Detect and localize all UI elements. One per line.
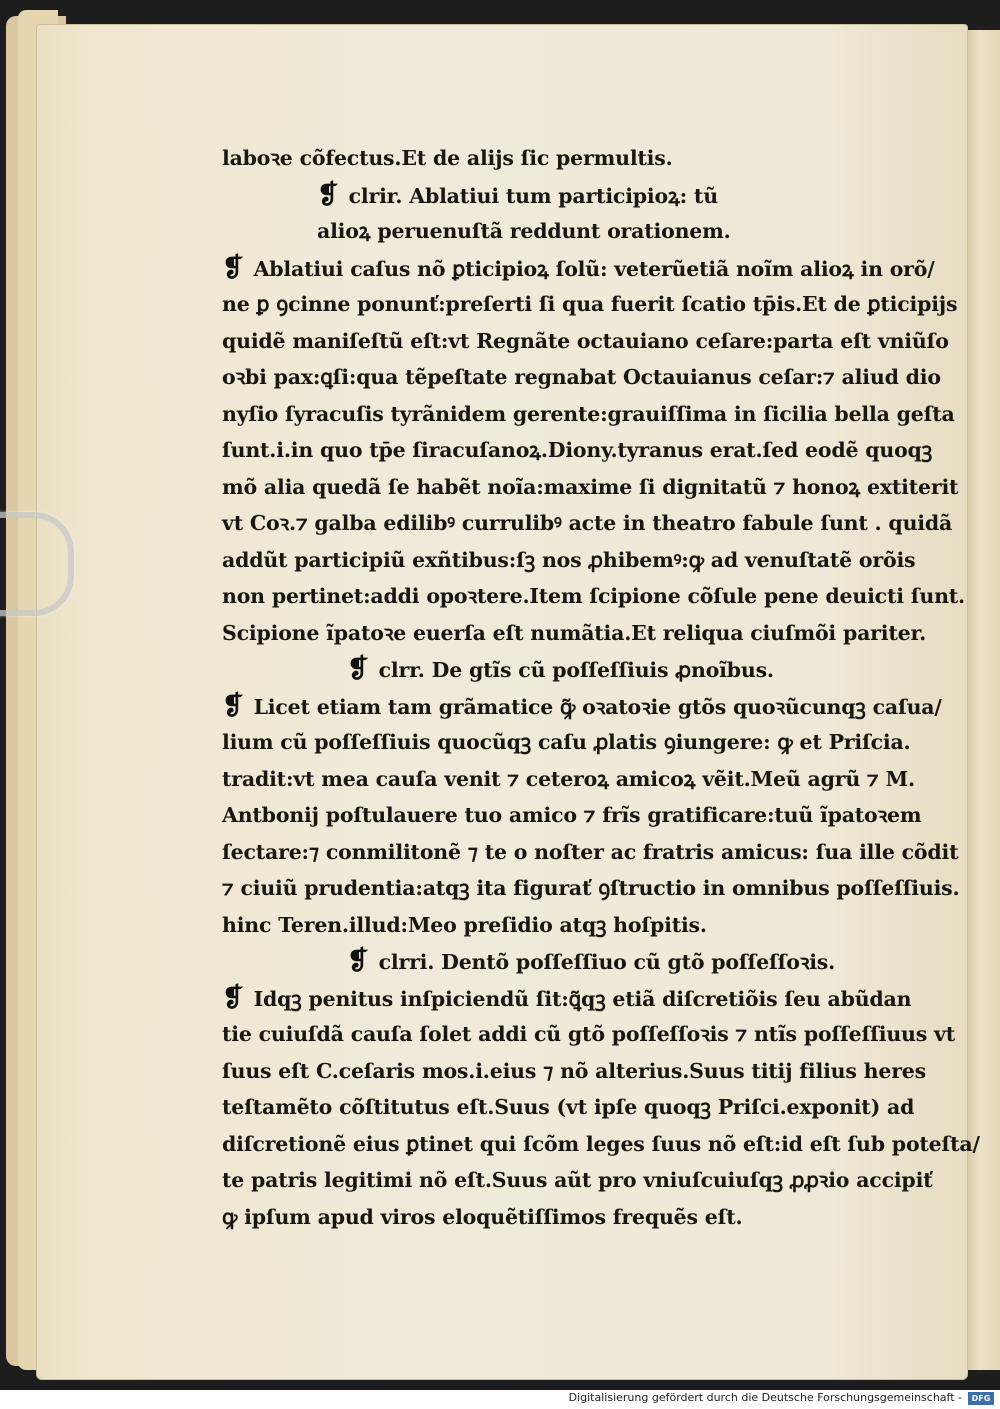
text-line [222,1053,926,1090]
text-line [222,1016,956,1053]
line-text: oꝛbi pax:ꝗſi:qua tẽpeſtate regnabat Octauianus ceſar:⁊ aliud dio [222,365,941,389]
paragraph-mark-icon: ❡ [317,179,339,210]
chapter-heading [222,651,872,688]
funding-notice: Digitalisierung gefördert durch die Deutsche Forschungsgemeinschaft - [568,1391,962,1404]
footer [0,1390,1000,1409]
line-text: clrir. Ablatiui tum participioꝝ: tũ [348,183,718,208]
text-line [222,834,959,871]
line-text: Idqꝫ penitus inſpiciendũ ſit:ꝗ̃qꝫ etiã diſcretiõis ſeu abũdan [253,986,912,1011]
line-text: clrri. Dentõ poſſeſſiuo cũ gtõ poſſeſſoꝛis. [378,950,836,974]
text-line [222,505,953,542]
line-text: non pertinet:addi opoꝛtere.Item ſcipione cõſule pene deuicti ſunt. [222,584,965,608]
line-text: Antbonij poſtulauere tuo amico ⁊ frĩs gratificare:tuũ ĩpatoꝛem [222,803,922,827]
text-line [222,578,965,615]
facing-page-edge [966,30,1000,1370]
dfg-logo: DFG [968,1392,994,1405]
chapter-heading [222,943,872,980]
text-line [222,761,915,798]
line-text: ⁊ ciuiũ prudentia:atqꝫ ita figurať ꝯſtructio in omnibus poſſeſſiuis. [222,876,960,900]
line-text: Scipione ĩpatoꝛe euerſa eſt numãtia.Et reliqua ciuſmõi pariter. [222,620,927,645]
line-text: nyſio ſyracuſis tyrãnidem gerente:grauiſſima in ſicilia bella geſta [222,401,955,426]
text-line [222,140,872,177]
text-line [222,797,922,834]
line-text: teſtamẽto cõſtitutus eſt.Suus (vt ipſe quoqꝫ Priſci.exponit) ad [222,1095,915,1119]
line-text: te patris legitimi nõ eſt.Suus aũt pro vniuſcuiuſqꝫ ꝓꝓꝛio accipiť [222,1168,933,1192]
line-text: quidẽ maniſeſtũ eſt:vt Regnãte octauiano ceſare:parta eſt vniũſo [222,328,949,353]
text-line [222,1089,915,1126]
text-line [222,542,916,579]
line-text: ꝙ ipſum apud viros eloquẽtiſſimos frequẽs eſt. [222,1204,743,1229]
page-text [222,140,980,1235]
paragraph-mark-icon: ❡ [347,946,369,976]
text-line [222,469,959,506]
line-text: ſectare:⁊ conmilitonẽ ⁊ te o noſter ac fratris amicus: ſua ille cõdit [222,839,959,864]
text-line [222,724,911,761]
paragraph-mark-icon: ❡ [347,654,369,684]
line-text: hinc Teren.illud:Meo preſidio atqꝫ hoſpitis. [222,912,707,937]
line-text: clrr. De gtĩs cũ poſſeſſiuis ꝓnoĩbus. [378,658,774,682]
paragraph-start-line [222,688,942,725]
paragraph-start-line [222,980,912,1017]
chapter-heading-cont [222,213,872,250]
line-text: ne ꝑ ꝯcinne ponunť:preſerti ſi qua fuerit ſcatio tp̄is.Et de ꝑticipijs [222,292,958,316]
paragraph-mark-icon: ❡ [222,690,244,721]
text-line [222,1126,980,1163]
chapter-heading [222,177,872,214]
line-text: Ablatiui caſus nõ ꝑticipioꝝ ſolũ: veterũetiã noĩm alioꝝ in orõ/ [253,256,935,281]
line-text: tie cuiuſdã cauſa ſolet addi cũ gtõ poſſeſſoꝛis ⁊ ntĩs poſſeſſiuus vt [222,1022,956,1046]
page-clip [0,512,74,616]
line-text: addũt participiũ exñtibus:ſꝫ nos ꝓhibemꝰ:ꝙ ad venuſtatẽ orõis [222,547,916,572]
paragraph-start-line [222,250,935,287]
text-line [222,323,949,360]
text-line [222,396,955,433]
text-line [222,432,932,469]
paragraph-mark-icon: ❡ [222,982,244,1013]
text-line [222,870,960,907]
text-line [222,615,927,652]
text-line [222,359,941,396]
text-line [222,907,872,944]
line-text: mõ alia quedã ſe habẽt noĩa:maxime ſi dignitatũ ⁊ honoꝝ extiterit [222,474,959,499]
line-text: ſuus eſt C.ceſaris mos.i.eius ⁊ nõ alterius.Suus titij filius heres [222,1058,926,1083]
line-text: laboꝛe cõfectus.Et de alijs ſic permultis. [222,146,673,170]
line-text: vt Coꝛ.⁊ galba edilibꝰ currulibꝰ acte in theatro fabule ſunt . quidã [222,511,953,535]
line-text: lium cũ poſſeſſiuis quocũqꝫ caſu ꝓlatis ꝯiungere: ꝙ et Priſcia. [222,730,911,754]
text-line [222,1199,872,1236]
text-line [222,286,958,323]
line-text: diſcretionẽ eius ꝑtinet qui ſcõm leges ſuus nõ eſt:id eſt ſub poteſta/ [222,1131,980,1156]
line-text: alioꝝ peruenuſtã reddunt orationem. [317,219,731,243]
text-line [222,1162,933,1199]
line-text: Licet etiam tam grãmatice ꝙ̃ oꝛatoꝛie gtõs quoꝛũcunqꝫ caſua/ [253,694,942,719]
line-text: tradit:vt mea cauſa venit ⁊ ceteroꝝ amicoꝝ vẽit.Meũ agrũ ⁊ M. [222,766,915,791]
paragraph-mark-icon: ❡ [222,252,244,283]
line-text: ſunt.i.in quo tp̄e ſiracuſanoꝝ.Diony.tyranus erat.ſed eodẽ quoqꝫ [222,438,932,462]
